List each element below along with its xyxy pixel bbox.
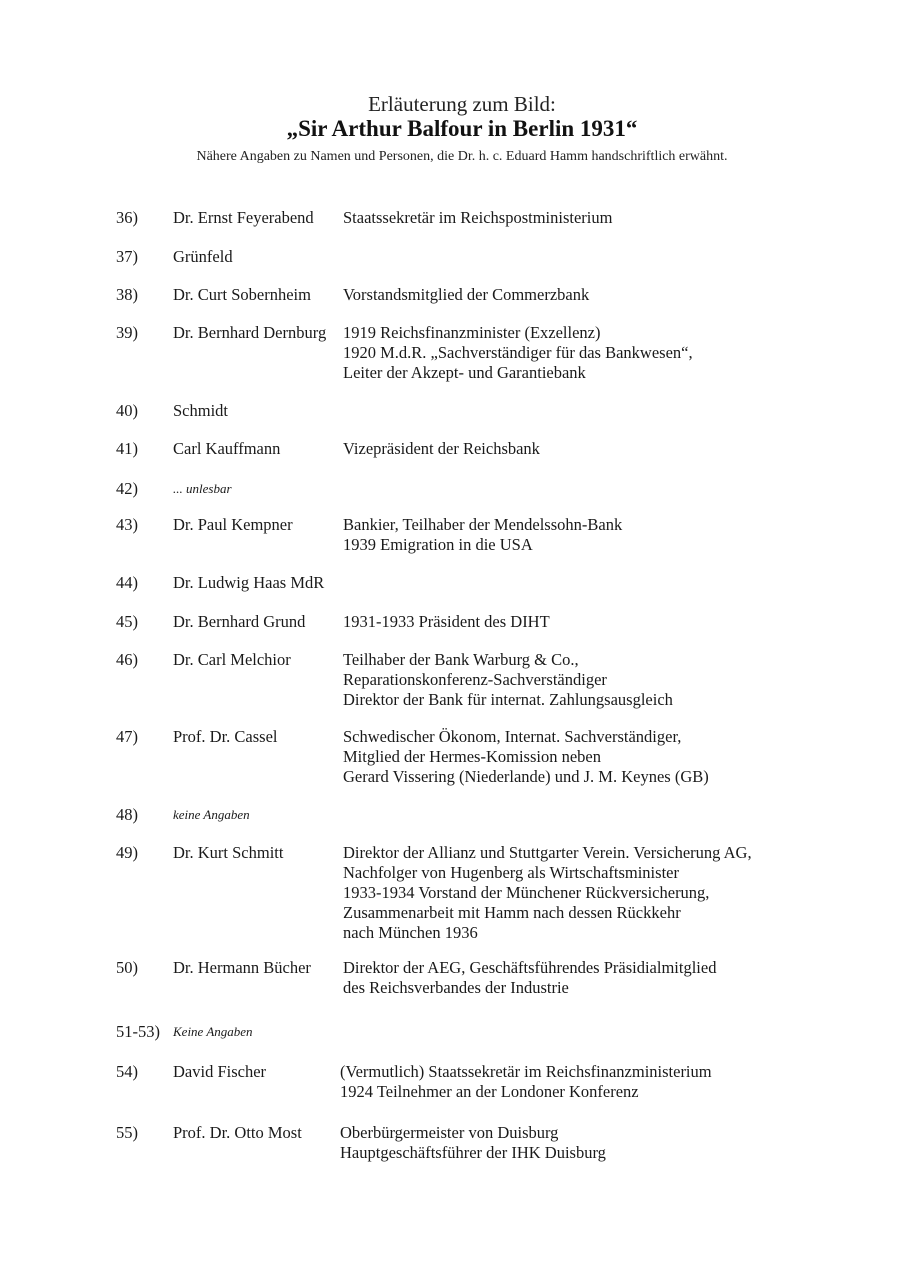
entry-description [343,439,540,459]
description-line: Staatssekretär im Reichspostministerium [343,208,613,227]
description-line: 1939 Emigration in die USA [343,535,533,554]
entry-name: Dr. Curt Sobernheim [173,285,311,304]
description-line: Direktor der Allianz und Stuttgarter Verein. Versicherung AG, [343,843,752,862]
entry-name: Prof. Dr. Otto Most [173,1123,302,1142]
description-line: Bankier, Teilhaber der Mendelssohn-Bank [343,515,623,534]
entry-name: Schmidt [173,401,229,420]
entry-number: 38) [116,285,138,304]
entry-description [340,1062,712,1102]
entry-number: 46) [116,650,138,669]
header-caption: Erläuterung zum Bild: [368,92,556,116]
document-header [0,92,924,166]
description-line: Nachfolger von Hugenberg als Wirtschaftsminister [343,863,679,882]
entry-description [343,323,693,383]
entry-name: Dr. Kurt Schmitt [173,843,284,862]
entry-name: Carl Kauffmann [173,439,281,458]
description-line: Teilhaber der Bank Warburg & Co., [343,650,579,669]
entry-number: 43) [116,515,138,534]
entry-number: 49) [116,843,138,862]
description-line: 1919 Reichsfinanzminister (Exzellenz) [343,323,601,342]
entry-description [343,727,709,787]
entry-name: Dr. Hermann Bücher [173,958,311,977]
description-line: 1933-1934 Vorstand der Münchener Rückversicherung, [343,883,710,902]
description-line: 1924 Teilnehmer an der Londoner Konferenz [340,1082,639,1101]
entry-number: 41) [116,439,138,458]
description-line: Gerard Vissering (Niederlande) und J. M. Keynes (GB) [343,767,709,786]
description-line: Hauptgeschäftsführer der IHK Duisburg [340,1143,606,1162]
entry-number: 36) [116,208,138,227]
entry-number: 51-53) [116,1022,160,1041]
entry-description [343,285,589,305]
description-line: Reparationskonferenz-Sachverständiger [343,670,607,689]
description-line: Oberbürgermeister von Duisburg [340,1123,559,1142]
description-line: Leiter der Akzept- und Garantiebank [343,363,586,382]
entry-name: Dr. Bernhard Grund [173,612,306,631]
entry-number: 40) [116,401,138,420]
description-line: nach München 1936 [343,923,478,942]
entry-note: Keine Angaben [173,1024,253,1039]
description-line: Direktor der AEG, Geschäftsführendes Präsidialmitglied [343,958,717,977]
entry-number: 50) [116,958,138,977]
entry-description [343,208,612,228]
entry-name: Dr. Bernhard Dernburg [173,323,327,342]
entry-number: 37) [116,247,138,266]
description-line: Vizepräsident der Reichsbank [343,439,540,458]
description-line: Direktor der Bank für internat. Zahlungsausgleich [343,690,673,709]
entry-description [343,650,673,710]
entry-note: keine Angaben [173,807,250,822]
entry-number: 45) [116,612,138,631]
entry-number: 55) [116,1123,138,1142]
entry-description [343,958,716,998]
entry-name: Prof. Dr. Cassel [173,727,278,746]
entry-number: 48) [116,805,138,824]
description-line: Vorstandsmitglied der Commerzbank [343,285,590,304]
entry-description [343,612,550,632]
entry-name: Dr. Ernst Feyerabend [173,208,314,227]
entry-description [343,843,752,943]
description-line: Mitglied der Hermes-Komission neben [343,747,601,766]
entry-number: 44) [116,573,138,592]
description-line: Zusammenarbeit mit Hamm nach dessen Rückkehr [343,903,681,922]
entry-number: 42) [116,479,138,498]
description-line: Schwedischer Ökonom, Internat. Sachverständiger, [343,727,682,746]
entry-name: Dr. Carl Melchior [173,650,291,669]
entry-number: 39) [116,323,138,342]
description-line: (Vermutlich) Staatssekretär im Reichsfinanzministerium [340,1062,712,1081]
entry-name: David Fischer [173,1062,267,1081]
entry-number: 47) [116,727,138,746]
document-subtitle: Nähere Angaben zu Namen und Personen, die Dr. h. c. Eduard Hamm handschriftlich erwähnt. [196,149,728,164]
entry-name: Dr. Paul Kempner [173,515,293,534]
entry-description [343,515,622,555]
entry-note: ... unlesbar [173,481,232,496]
description-line: des Reichsverbandes der Industrie [343,978,569,997]
entry-number: 54) [116,1062,138,1081]
entry-name: Grünfeld [173,247,233,266]
description-line: 1920 M.d.R. „Sachverständiger für das Bankwesen“, [343,343,693,362]
description-line: 1931-1933 Präsident des DIHT [343,612,550,631]
entry-name: Dr. Ludwig Haas MdR [173,573,325,592]
document-title: „Sir Arthur Balfour in Berlin 1931“ [286,116,638,141]
entry-description [340,1123,606,1163]
